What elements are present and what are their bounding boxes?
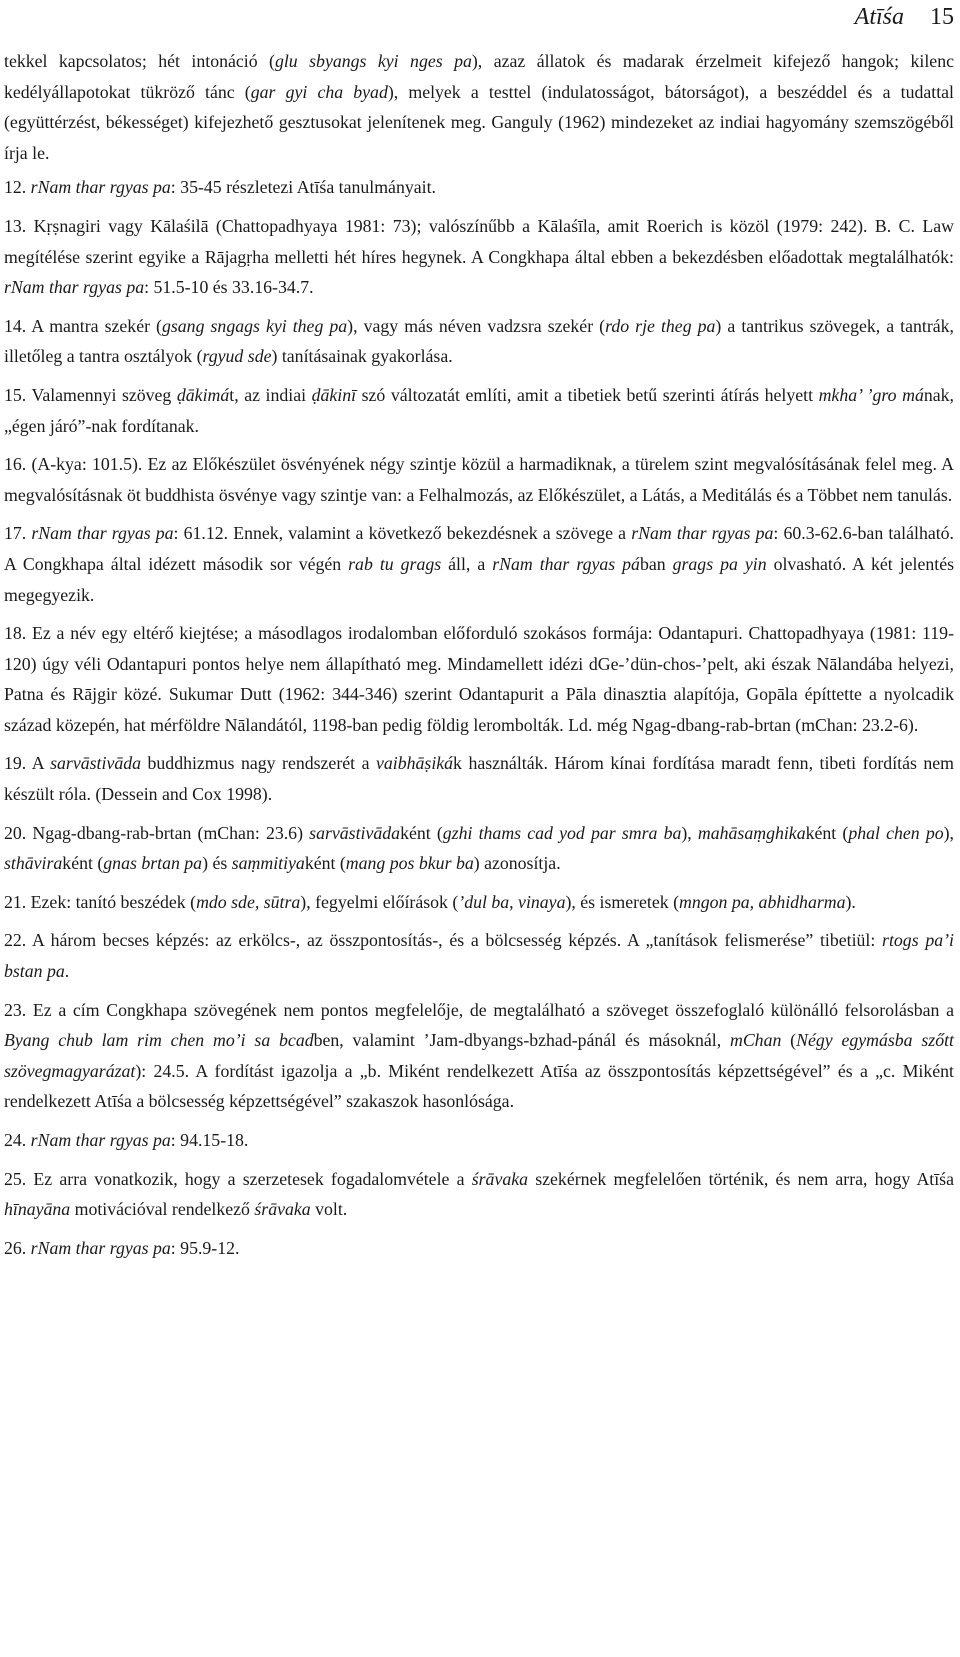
endnote-italic-text: rNam thar rgyas pá xyxy=(492,553,640,574)
endnote-italic-text: rdo rje theg pa xyxy=(605,315,716,336)
endnote-italic-text: rNam thar rgyas pa xyxy=(31,523,174,544)
page-number: 15 xyxy=(930,4,954,30)
endnote-italic-text: mkha’ ’gro má xyxy=(818,384,924,405)
endnote-text: ) azonosítja. xyxy=(473,853,561,874)
endnote-text: ), vagy más néven vadzsra szekér ( xyxy=(347,315,606,336)
endnote-italic-text: ḍākinī xyxy=(311,384,357,405)
endnote-italic-text: sthāvira xyxy=(4,853,63,874)
document-page xyxy=(4,0,954,1271)
endnote-text: nak, „égen járó”-nak fordítanak. xyxy=(4,384,954,436)
endnote-16 xyxy=(4,449,954,510)
endnote-text: ), xyxy=(681,822,698,843)
endnote-italic-text: rgyud sde xyxy=(202,346,272,367)
endnote-text: 20. Ngag-dbang-rab-brtan (mChan: 23.6) xyxy=(4,822,310,843)
endnote-text: t, az indiai xyxy=(229,384,312,405)
endnote-text: 22. A három becses képzés: az erkölcs-, az összpontosítás-, és a bölcsesség képzés. A „tanítások felismerése” tibetiül: xyxy=(4,930,883,951)
endnote-italic-text: grags pa yin xyxy=(672,553,767,574)
endnote-text: : 61.12. Ennek, valamint a következő bekezdésnek a szövege a xyxy=(173,523,632,544)
endnote-text: ), és ismeretek ( xyxy=(565,891,680,912)
endnote-text: 14. A mantra szekér ( xyxy=(4,315,162,336)
endnote-text: motivációval rendelkező xyxy=(70,1199,255,1220)
endnote-text: szekérnek megfelelően történik, és nem arra, hogy Atīśa xyxy=(528,1168,954,1189)
endnote-italic-text: hīnayāna xyxy=(4,1199,71,1220)
endnote-italic-text: śrāvaka xyxy=(254,1199,311,1220)
endnote-text: olvasható. A két jelentés megegyezik. xyxy=(4,553,955,605)
endnote-25 xyxy=(4,1164,954,1225)
endnote-text: ben, valamint ’Jam-dbyangs-bzhad-pánál és másoknál, xyxy=(313,1030,730,1051)
endnote-text: ) tanításainak gyakorlása. xyxy=(271,346,453,367)
endnote-italic-text: mang pos bkur ba xyxy=(345,853,474,874)
endnote-text: 21. Ezek: tanító beszédek ( xyxy=(4,891,197,912)
endnote-text: : 60.3-62.6-ban található. A Congkhapa által idézett második sor végén xyxy=(4,523,955,574)
endnote-text: 12. xyxy=(4,177,31,198)
endnote-italic-text: rNam thar rgyas pa xyxy=(30,177,171,198)
endnote-text: ( xyxy=(781,1030,797,1051)
endnote-text: áll, a xyxy=(441,553,493,574)
endnote-23 xyxy=(4,995,954,1117)
endnote-cont xyxy=(4,46,954,168)
endnote-text: 17. xyxy=(4,523,32,544)
endnote-italic-text: rNam thar rgyas pa xyxy=(30,1237,171,1258)
endnote-text: . xyxy=(64,961,70,982)
endnote-text: tekkel kapcsolatos; hét intonáció ( xyxy=(4,51,275,71)
endnote-text: : 35-45 részletezi Atīśa tanulmányait. xyxy=(170,177,436,198)
endnote-text: 23. Ez a cím Congkhapa szövegének nem pontos megfelelője, de megtalálható a szöveget összefoglaló különálló felsorolásban a xyxy=(4,999,954,1020)
endnote-text: ban xyxy=(639,553,673,574)
endnote-text: k használták. Három kínai fordítása maradt fenn, tibeti fordítás nem készült róla. (Dessein and Cox 1998). xyxy=(4,753,955,805)
endnote-text: 26. xyxy=(4,1237,31,1258)
endnote-italic-text: gar gyi cha byad xyxy=(250,81,388,102)
endnote-italic-text: vaibhāṣiká xyxy=(376,753,454,774)
endnote-text: buddhizmus nagy rendszerét a xyxy=(141,753,376,774)
endnote-26 xyxy=(4,1233,954,1264)
endnote-text: ként ( xyxy=(805,822,849,843)
endnote-text: szó változatát említi, amit a tibetiek betű szerinti átírás helyett xyxy=(356,384,819,405)
endnote-italic-text: rab tu grags xyxy=(348,553,442,574)
endnote-text: ), xyxy=(943,822,954,843)
endnote-text: 18. Ez a név egy eltérő kiejtése; a másodlagos irodalomban előforduló szokásos formája: Odantapuri. Chattopadhyaya (1981: 119-120) úgy véli Odantapuri pontos helye nem állapítható meg. Mindamellett idézi dGe-’dün-chos-’pelt, aki észak Nālandába helyezi, Patna és Rājgir közé. Sukumar Dutt (1962: 344-346) szerint Odantapurit a Pāla dinasztia alapítója, Gopāla építtette a nyolcadik század közepén, hat mérföldre Nālandától, 1198-ban pedig földig lerombolták. Ld. még Ngag-dbang-rab-brtan (mChan: 23.2-6). xyxy=(4,623,954,735)
endnote-18 xyxy=(4,618,954,740)
endnotes-list xyxy=(4,46,954,1263)
endnote-text: : 51.5-10 és 33.16-34.7. xyxy=(144,277,314,298)
endnote-text: : 94.15-18. xyxy=(170,1130,249,1150)
endnote-text: ként ( xyxy=(62,853,104,874)
endnote-italic-text: rNam thar rgyas pa xyxy=(30,1130,171,1150)
endnote-italic-text: Byang chub lam rim chen mo’i sa bcad xyxy=(4,1030,314,1051)
endnote-text: ): 24.5. A fordítást igazolja a „b. Miként rendelkezett Atīśa az összpontosítás képzettségével” és a „c. Miként rendelkezett Atīśa a bölcsesség képzettségével” szakaszok hasonlósága. xyxy=(4,1060,954,1112)
endnote-text: 19. A xyxy=(4,753,51,774)
endnote-italic-text: mngon pa, abhidharma xyxy=(679,891,846,912)
endnote-text: 13. Kṛṣnagiri vagy Kālaśilā (Chattopadhyaya 1981: 73); valószínűbb a Kālaśīla, amit Roerich is közöl (1979: 242). B. C. Law megítélése szerint egyike a Rājagṛha melletti hét híres hegynek. A Congkhapa által ebben a bekezdésben előadottak megtalálhatók: xyxy=(4,215,954,267)
endnote-text: ként ( xyxy=(400,822,443,843)
endnote-italic-text: gnas brtan pa xyxy=(103,853,203,874)
endnote-21 xyxy=(4,887,954,918)
endnote-text: volt. xyxy=(310,1199,348,1220)
endnote-italic-text: mahāsaṃghika xyxy=(697,822,806,843)
endnote-22 xyxy=(4,925,954,986)
endnote-text: ). xyxy=(845,891,856,912)
endnote-italic-text: phal chen po xyxy=(848,822,944,843)
endnote-italic-text: ḍākimá xyxy=(176,384,230,405)
endnote-italic-text: sarvāstivāda xyxy=(309,822,401,843)
endnote-italic-text: mChan xyxy=(729,1030,782,1051)
endnote-text: ként ( xyxy=(304,853,346,874)
endnote-italic-text: rNam thar rgyas pa xyxy=(4,277,145,298)
endnote-24 xyxy=(4,1125,954,1156)
endnote-12 xyxy=(4,172,954,203)
endnote-italic-text: sarvāstivāda xyxy=(50,753,142,774)
endnote-text: : 95.9-12. xyxy=(170,1237,240,1258)
endnote-text: ), melyek a testtel (indulatosságot, bátorságot), a beszéddel és a tudattal (együttérzést, békességet) kifejezhető gesztusokat jelenítenek meg. Ganguly (1962) mindezeket az indiai hagyomány szemszögéből írja le. xyxy=(4,81,954,163)
endnote-text: 16. (A-kya: 101.5). Ez az Előkészület ösvényének négy szintje közül a harmadiknak, a türelem szint megvalósításának felel meg. A megvalósításnak öt buddhista ösvénye vagy szintje van: a Felhalmozás, az Előkészület, a Látás, a Meditálás és a Többet nem tanulás. xyxy=(4,454,954,505)
endnote-italic-text: gzhi thams cad yod par smra ba xyxy=(442,822,682,843)
endnote-italic-text: gsang sngags kyi theg pa xyxy=(161,315,348,336)
endnote-text: 25. Ez arra vonatkozik, hogy a szerzetesek fogadalomvétele a xyxy=(4,1168,472,1189)
running-head xyxy=(4,0,954,32)
endnote-13 xyxy=(4,211,954,303)
endnote-text: ) és xyxy=(202,853,232,874)
endnote-italic-text: saṃmitiya xyxy=(231,853,305,874)
endnote-italic-text: ’dul ba, vinaya xyxy=(458,891,566,912)
endnote-text: 24. xyxy=(4,1130,31,1150)
endnote-text: ) a tantrikus szövegek, a tantrák, illetőleg a tantra osztályok ( xyxy=(4,315,954,367)
endnote-italic-text: Négy egymásba szőtt szövegmagyarázat xyxy=(4,1030,954,1081)
endnote-italic-text: mdo sde, sūtra xyxy=(196,891,301,912)
running-head-title: Atīśa xyxy=(854,4,904,30)
endnote-17 xyxy=(4,518,954,610)
endnote-italic-text: rNam thar rgyas pa xyxy=(631,523,774,544)
endnote-20 xyxy=(4,818,954,879)
endnote-19 xyxy=(4,748,954,809)
endnote-14 xyxy=(4,311,954,372)
endnote-italic-text: rtogs pa’i bstan pa xyxy=(4,930,954,982)
endnote-15 xyxy=(4,380,954,441)
endnote-text: ), azaz állatok és madarak érzelmeit kifejező hangok; kilenc kedélyállapotokat tükröző tánc ( xyxy=(4,51,954,102)
endnote-text: 15. Valamennyi szöveg xyxy=(4,384,177,405)
endnote-italic-text: glu sbyangs kyi nges pa xyxy=(274,51,472,71)
endnote-italic-text: śrāvaka xyxy=(471,1168,529,1189)
endnote-text: ), fegyelmi előírások ( xyxy=(300,891,459,912)
